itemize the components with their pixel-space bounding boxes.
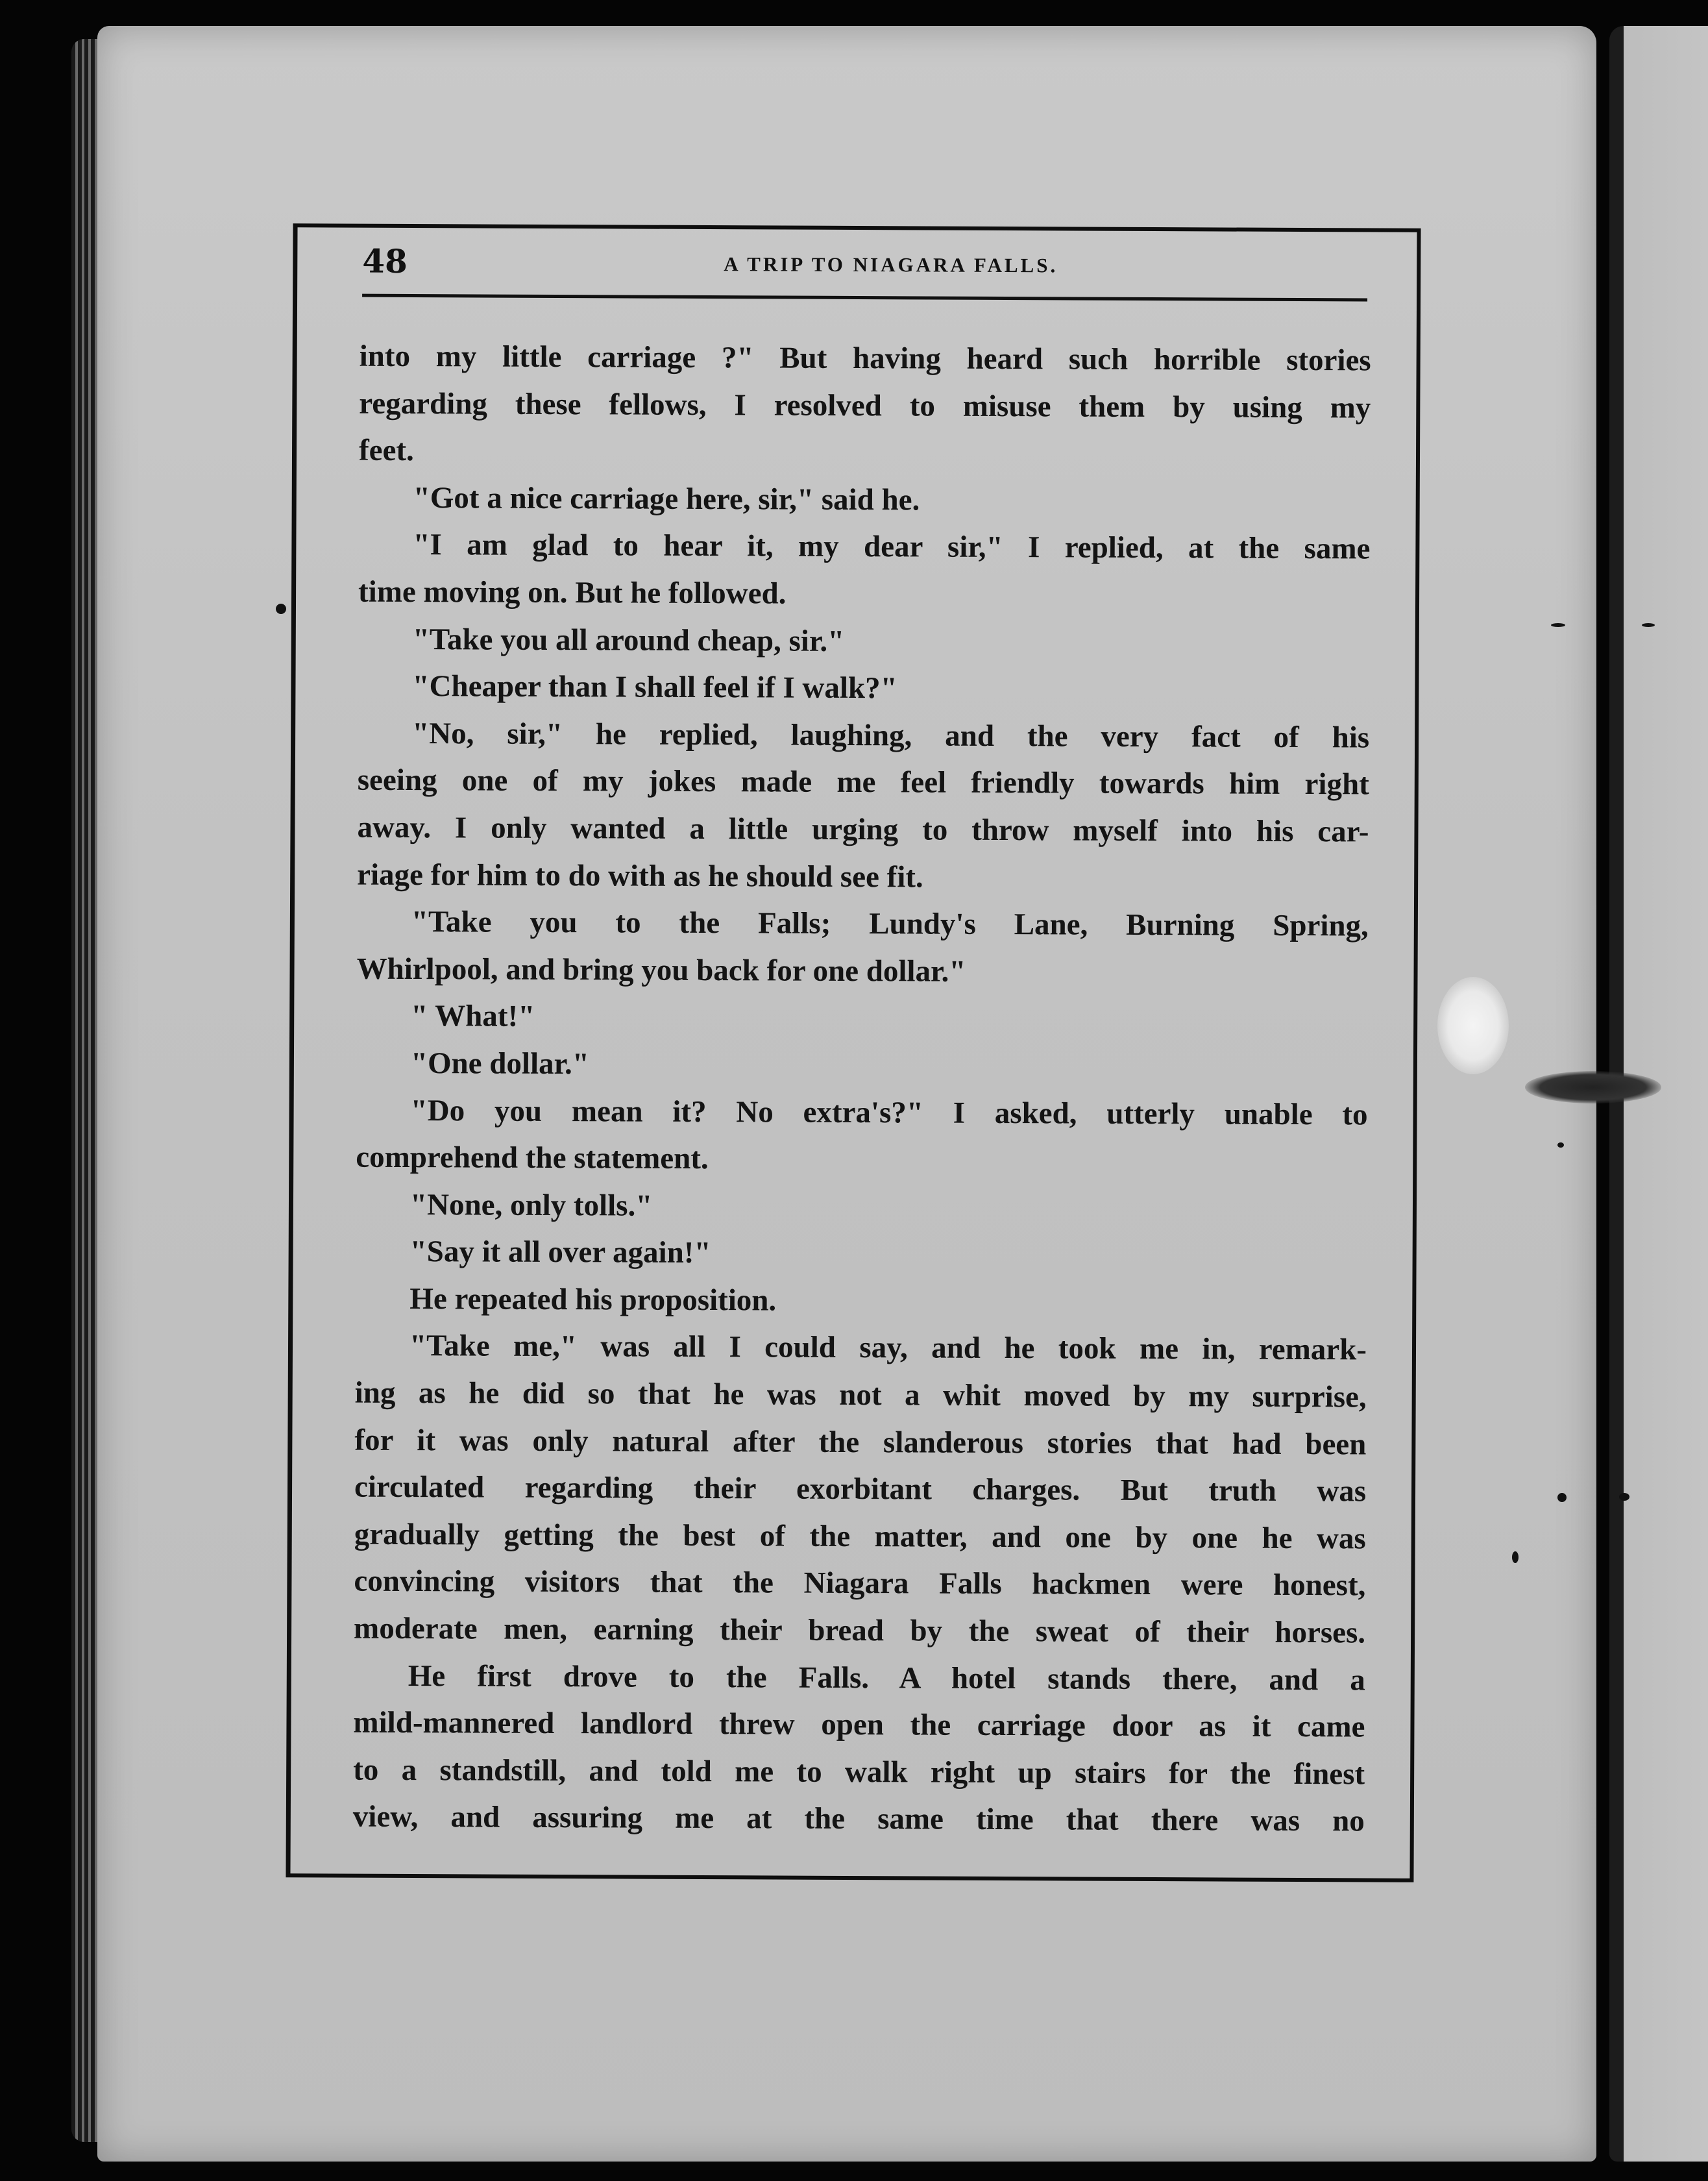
dust-speck (1642, 623, 1655, 627)
text-line: "One dollar." (410, 1046, 590, 1081)
text-line: time moving on. But he followed. (358, 574, 787, 611)
text-line: Whirlpool, and bring you back for one dollar." (356, 952, 966, 989)
text-line: gradually getting the best of the matter, and one by one he was (354, 1517, 1366, 1556)
text-line: "None, only tolls." (409, 1187, 653, 1223)
paper-light-patch (1437, 977, 1509, 1074)
text-line: mild-mannered landlord threw open the carriage door as it came (353, 1705, 1365, 1744)
text-line: "Say it all over again!" (409, 1235, 711, 1270)
page-heading: A TRIP TO NIAGARA FALLS. (724, 253, 1058, 277)
dust-speck (1619, 1493, 1629, 1501)
dust-speck (1557, 1142, 1564, 1148)
text-line: moderate men, earning their bread by the sweat of their horses. (354, 1611, 1366, 1650)
text-line: into my little carriage ?" But having heard such horrible stories (359, 339, 1371, 378)
body-text (353, 333, 1371, 1845)
text-line: "I am glad to hear it, my dear sir," I replied, at the same (413, 528, 1371, 566)
page-number: 48 (362, 241, 408, 280)
text-line: comprehend the statement. (356, 1140, 709, 1176)
text-line: circulated regarding their exorbitant charges. But truth was (354, 1470, 1367, 1509)
text-line: regarding these fellows, I resolved to misuse them by using my (359, 386, 1371, 425)
ink-blot (1525, 1071, 1661, 1103)
text-line: ing as he did so that he was not a whit moved by my surprise, (354, 1375, 1367, 1414)
text-line: " What!" (411, 999, 535, 1034)
text-line: "Got a nice carriage here, sir," said he. (413, 480, 920, 517)
text-line: for it was only natural after the slanderous stories that had been (354, 1423, 1367, 1462)
text-line: "No, sir," he replied, laughing, and the very fact of his (412, 716, 1370, 755)
text-line: "Take you to the Falls; Lundy's Lane, Burning Spring, (411, 905, 1369, 943)
dust-speck (1512, 1551, 1519, 1563)
text-frame (286, 223, 1421, 1882)
text-line: "Do you mean it? No extra's?" I asked, utterly unable to (410, 1093, 1368, 1131)
dust-speck (276, 604, 286, 614)
dust-speck (1551, 623, 1565, 627)
text-line: feet. (358, 433, 414, 468)
text-line: away. I only wanted a little urging to throw myself into his car- (357, 810, 1369, 849)
text-line: view, and assuring me at the same time that there was no (352, 1800, 1365, 1838)
text-line: "Take me," was all I could say, and he took me in, remark- (409, 1329, 1367, 1367)
text-line: seeing one of my jokes made me feel friendly towards him right (357, 763, 1369, 802)
text-line: "Take you all around cheap, sir." (412, 622, 845, 658)
text-line: riage for him to do with as he should see fit. (357, 857, 923, 894)
text-line: He first drove to the Falls. A hotel stands there, and a (408, 1658, 1365, 1697)
text-line: "Cheaper than I shall feel if I walk?" (412, 669, 897, 706)
text-line: to a standstill, and told me to walk right up stairs for the finest (353, 1753, 1365, 1792)
text-line: He repeated his proposition. (409, 1281, 777, 1318)
dust-speck (1557, 1493, 1567, 1502)
running-head (362, 242, 1367, 302)
text-line: convincing visitors that the Niagara Falls hackmen were honest, (354, 1564, 1366, 1603)
